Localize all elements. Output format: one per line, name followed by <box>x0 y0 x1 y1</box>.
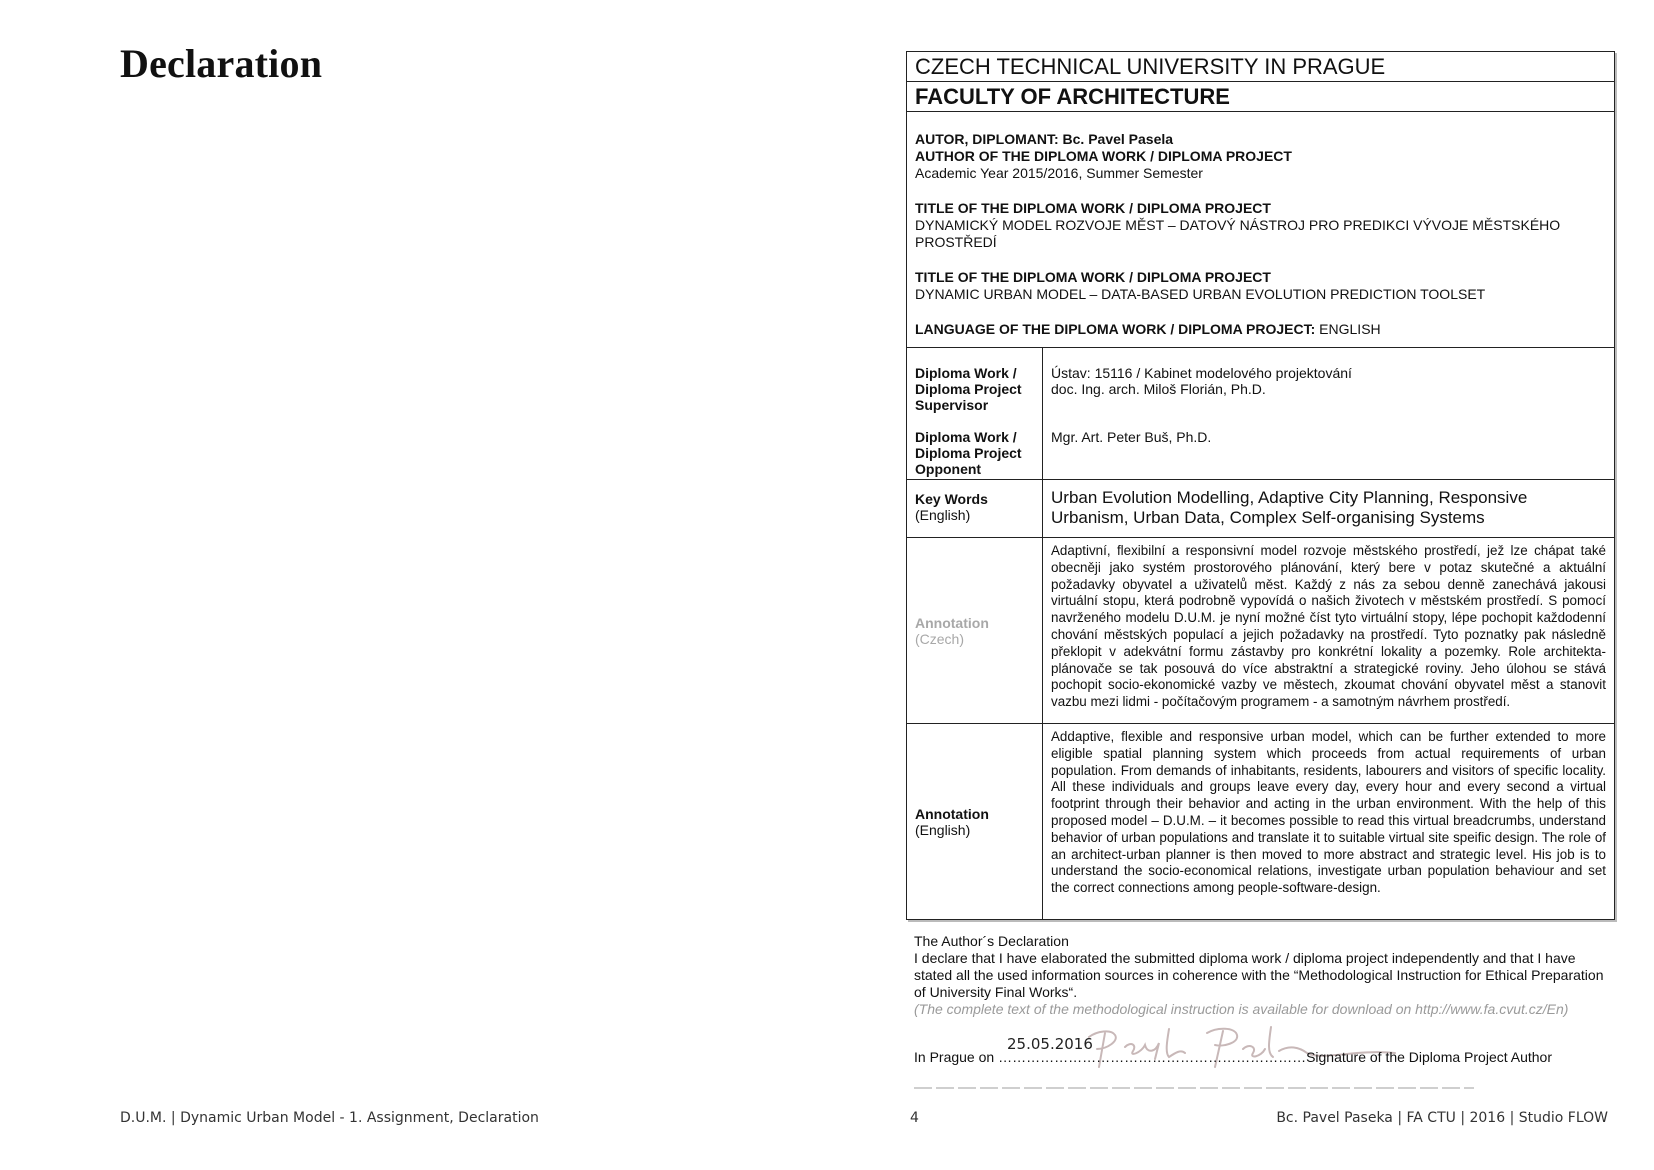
supervisor-name: doc. Ing. arch. Miloš Florián, Ph.D. <box>1051 381 1266 397</box>
annotation-english-language: (English) <box>915 821 971 838</box>
signature-dots: ………………………………………………………… <box>998 1049 1307 1065</box>
footer-left: D.U.M. | Dynamic Urban Model - 1. Assignment, Declaration <box>120 1110 539 1126</box>
language-label: LANGUAGE OF THE DIPLOMA WORK / DIPLOMA PROJECT: <box>915 321 1316 337</box>
signing-date: 25.05.2016 <box>1007 1035 1093 1053</box>
supervisor-label: Diploma Work / Diploma Project Supervisor <box>915 365 1022 413</box>
academic-year: Academic Year 2015/2016, Summer Semester <box>915 165 1203 181</box>
language-value: ENGLISH <box>1315 321 1381 337</box>
keywords-label: Key Words <box>915 491 988 507</box>
supervisor-opponent-labels <box>907 348 1043 479</box>
supervisor-opponent-values <box>1043 348 1614 479</box>
author-label: AUTHOR OF THE DIPLOMA WORK / DIPLOMA PROJECT <box>915 148 1292 164</box>
university-name: CZECH TECHNICAL UNIVERSITY IN PRAGUE <box>907 52 1614 82</box>
page-number: 4 <box>910 1110 919 1126</box>
declaration-note: (The complete text of the methodological instruction is available for download on http://www.fa.cvut.cz/En) <box>914 1001 1569 1017</box>
declaration-heading: The Author´s Declaration <box>914 933 1069 949</box>
supervisor-opponent-row <box>907 348 1614 480</box>
signature-label: Signature of the Diploma Project Author <box>1306 1049 1552 1065</box>
project-info-block <box>907 112 1614 348</box>
annotation-czech-row <box>907 538 1614 724</box>
author-declaration <box>914 933 1614 1018</box>
annotation-czech-text: Adaptivní, flexibilní a responsivní model rozvoje městského prostředí, jež lze chápat také obecněji jako systém prostorového plánování, který bere v potaz skutečné a aktuální požadavky obyvatel a uživatelů měst. Každý z nás za sebou denně zanechává jakousi virtuální stopu, která podrobně vypovídá o našich životech v městském prostředí. S pomocí navrženého modelu D.U.M. je nyní možné číst tyto virtuální stopy, lépe pochopit každodenní chování městských populací a jejich požadavky na prostředí. Tyto poznatky pak následně překlopit v adekvátní formu zástavby pro konkrétní lokality a pozemky. Role architekta-plánovače se tak posouvá do více abstraktní a strategické roviny. Jeho úlohou se stává pochopit socio-ekonomické vazby ve městech, zkoumat chování obyvatel měst a stanovit vazbu mezi lidmi - počítačovým programem - a samotným návrhem prostředí. <box>1051 543 1606 710</box>
annotation-english-text: Addaptive, flexible and responsive urban model, which can be further extended to more eligible spatial planning system which proceeds from actual requirements of urban population. From demands of inhabitants, residents, labourers and visitors of specific locality. All these individuals and groups leave every day, every hour and every second a virtual footprint through their behavior and acting in the urban environment. With the help of this proposed model – D.U.M. – it becomes possible to read this virtual breadcrumbs, understand behavior of urban populations and translate it to suitable virtual site speific design. The role of an architect-urban planner is then moved to more abstract and strategic level. His job is to understand the socio-economical relations, investigate urban population behaviour and set the correct connections among people-software-design. <box>1051 729 1606 896</box>
author-line: AUTOR, DIPLOMANT: Bc. Pavel Pasela <box>915 131 1174 147</box>
keywords-row <box>907 480 1614 538</box>
keywords-language: (English) <box>915 507 971 523</box>
place-prefix: In Prague on <box>914 1049 999 1065</box>
language-line <box>915 321 1606 338</box>
diploma-assignment-form <box>906 51 1615 920</box>
declaration-text: I declare that I have elaborated the submitted diploma work / diploma project independently and that I have stated all the used information sources in coherence with the “Methodological Instruction for Ethical Preparation of University Final Works“. <box>914 950 1604 1000</box>
signature-line <box>914 1049 1614 1065</box>
opponent-name: Mgr. Art. Peter Buš, Ph.D. <box>1051 429 1212 445</box>
title-czech: DYNAMICKÝ MODEL ROZVOJE MĚST – DATOVÝ NÁSTROJ PRO PREDIKCI VÝVOJE MĚSTSKÉHO PROSTŘEDÍ <box>915 217 1561 250</box>
annotation-czech-language: (Czech) <box>915 630 965 647</box>
opponent-label: Diploma Work / Diploma Project Opponent <box>915 429 1022 477</box>
title-czech-label: TITLE OF THE DIPLOMA WORK / DIPLOMA PROJECT <box>915 200 1271 216</box>
title-english-label: TITLE OF THE DIPLOMA WORK / DIPLOMA PROJECT <box>915 269 1271 285</box>
faculty-name: FACULTY OF ARCHITECTURE <box>907 82 1614 112</box>
page-title: Declaration <box>120 41 323 86</box>
footer-right: Bc. Pavel Paseka | FA CTU | 2016 | Studio FLOW <box>1276 1110 1608 1126</box>
title-english: DYNAMIC URBAN MODEL – DATA-BASED URBAN EVOLUTION PREDICTION TOOLSET <box>915 286 1486 302</box>
annotation-english-row <box>907 724 1614 919</box>
cutoff-text-line <box>914 1084 1474 1090</box>
annotation-czech-label: Annotation <box>915 614 989 631</box>
supervisor-institute: Ústav: 15116 / Kabinet modelového projektování <box>1051 365 1352 381</box>
keywords-value: Urban Evolution Modelling, Adaptive City Planning, Responsive Urbanism, Urban Data, Complex Self-organising Systems <box>1051 488 1528 527</box>
annotation-english-label: Annotation <box>915 805 989 822</box>
